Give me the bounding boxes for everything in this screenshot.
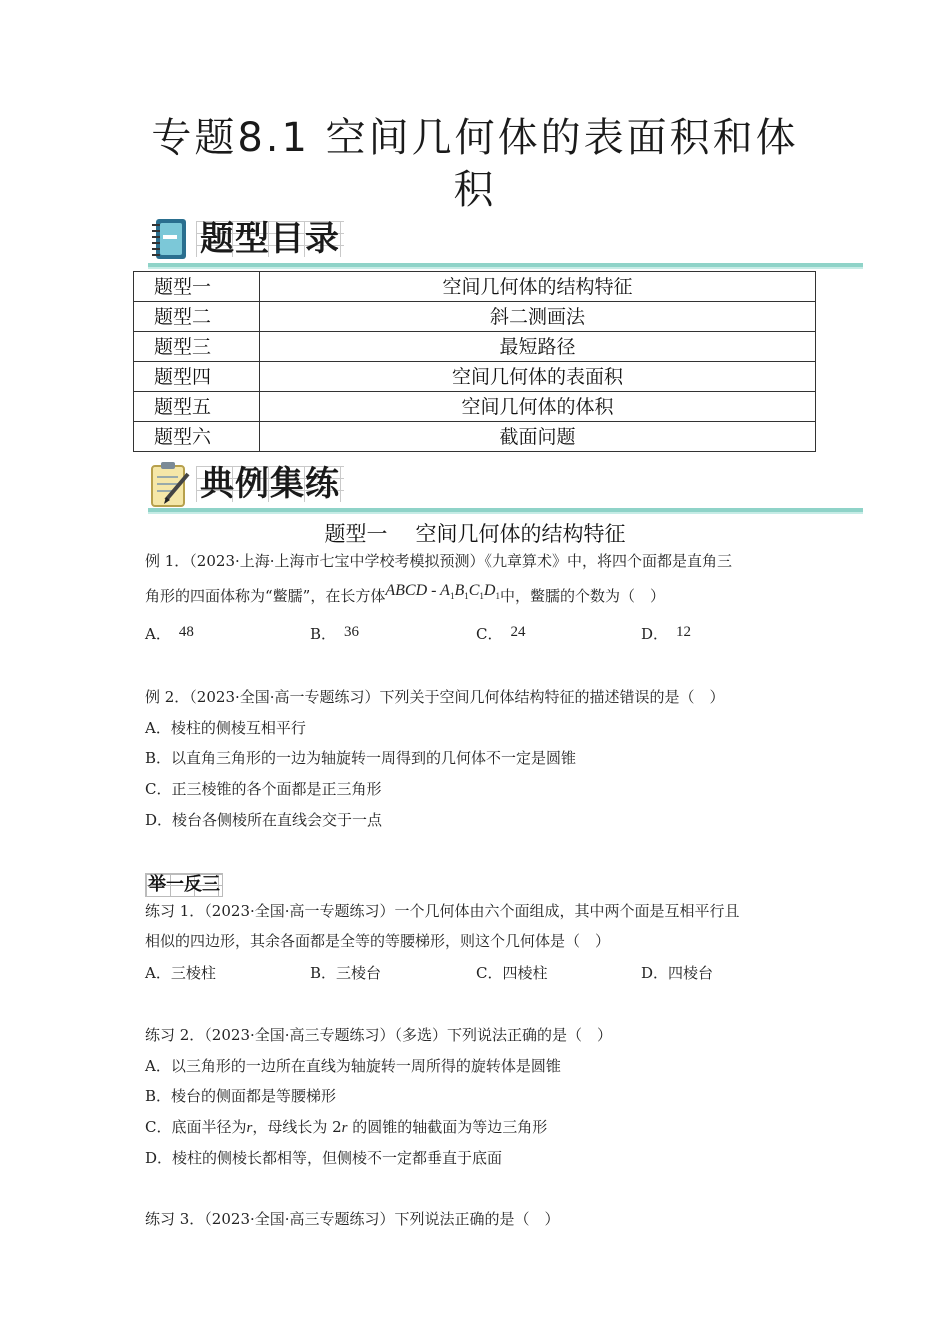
example-1-option-b[interactable] — [310, 624, 359, 645]
example-2-stem: 例 2．（2023·全国·高一专题练习）下列关于空间几何体结构特征的描述错误的是（ ） — [145, 688, 725, 706]
toc-row[interactable] — [134, 392, 816, 422]
toc-row[interactable] — [134, 332, 816, 362]
math-subscript: 1 — [495, 591, 500, 602]
examples-banner — [148, 460, 868, 516]
practice-2-option-a[interactable]: A．以三角形的一边所在直线为轴旋转一周所得的旋转体是圆锥 — [145, 1057, 561, 1075]
practice-label: 举一反三 — [145, 873, 223, 897]
example-1-text: 中，鳖臑的个数为（ ） — [499, 587, 665, 605]
examples-banner-rule — [148, 508, 863, 512]
option-value: 36 — [344, 624, 360, 640]
section-title: 空间几何体的结构特征 — [415, 522, 626, 546]
option-value: 48 — [178, 624, 194, 640]
example-1-line-2 — [145, 582, 665, 612]
practice-2-stem: 练习 2．（2023·全国·高三专题练习）（多选）下列说法正确的是（ ） — [145, 1026, 613, 1044]
math-part: ABCD - A — [385, 582, 450, 599]
document-title — [140, 112, 810, 216]
math-part: B — [454, 582, 465, 599]
math-variable: r — [246, 1120, 253, 1136]
toc-key: 题型六 — [134, 422, 260, 452]
notebook-icon — [148, 215, 192, 263]
title-line-2: 积 — [453, 167, 497, 213]
option-text: ，母线长为 2 — [252, 1118, 342, 1136]
practice-1-option-b[interactable]: B．三棱台 — [310, 964, 382, 982]
toc-key: 题型四 — [134, 362, 260, 392]
toc-row[interactable] — [134, 362, 816, 392]
toc-value: 空间几何体的表面积 — [260, 362, 816, 392]
math-subscript: 1 — [479, 591, 484, 602]
toc-table — [133, 271, 816, 452]
example-2-option-a[interactable]: A．棱柱的侧棱互相平行 — [145, 719, 306, 737]
math-part: C — [468, 582, 480, 599]
option-value: 12 — [676, 624, 692, 640]
practice-2-option-c[interactable] — [145, 1117, 547, 1138]
example-1-option-d[interactable] — [641, 624, 691, 645]
toc-value: 最短路径 — [260, 332, 816, 362]
toc-value: 斜二测画法 — [260, 302, 816, 332]
toc-key: 题型二 — [134, 302, 260, 332]
option-text: C．底面半径为 — [145, 1118, 247, 1136]
practice-1-option-c[interactable]: C．四棱柱 — [476, 964, 548, 982]
example-2-option-c[interactable]: C．正三棱锥的各个面都是正三角形 — [145, 780, 382, 798]
toc-key: 题型五 — [134, 392, 260, 422]
toc-row[interactable] — [134, 302, 816, 332]
example-2-option-b[interactable]: B．以直角三角形的一边为轴旋转一周得到的几何体不一定是圆锥 — [145, 749, 577, 767]
math-variable: r — [341, 1120, 348, 1136]
option-letter: C． — [476, 625, 503, 643]
toc-key: 题型三 — [134, 332, 260, 362]
examples-banner-label: 典例集练 — [196, 466, 344, 502]
cuboid-expression — [385, 582, 500, 602]
toc-key: 题型一 — [134, 272, 260, 302]
practice-3-stem: 练习 3．（2023·全国·高三专题练习）下列说法正确的是（ ） — [145, 1210, 560, 1228]
option-letter: D． — [641, 625, 669, 643]
toc-value: 空间几何体的体积 — [260, 392, 816, 422]
toc-banner-label: 题型目录 — [196, 221, 344, 257]
math-part: D — [483, 582, 496, 599]
option-text: 的圆锥的轴截面为等边三角形 — [347, 1118, 548, 1136]
example-1-text: 角形的四面体称为“鳖臑”，在长方体 — [145, 587, 386, 605]
toc-value: 空间几何体的结构特征 — [260, 272, 816, 302]
practice-1-line-1: 练习 1．（2023·全国·高一专题练习）一个几何体由六个面组成，其中两个面是互相平行且 — [145, 902, 740, 920]
option-letter: B． — [310, 625, 337, 643]
toc-row[interactable] — [134, 422, 816, 452]
toc-banner — [148, 215, 868, 271]
math-subscript: 1 — [464, 591, 469, 602]
example-2-option-d[interactable]: D．棱台各侧棱所在直线会交于一点 — [145, 811, 383, 829]
toc-banner-rule — [148, 263, 863, 267]
example-1-line-1: 例 1．（2023·上海·上海市七宝中学校考模拟预测）《九章算术》中，将四个面都是直角三 — [145, 552, 733, 570]
practice-1-line-2: 相似的四边形，其余各面都是全等的等腰梯形，则这个几何体是（ ） — [145, 932, 611, 950]
practice-1-option-a[interactable]: A．三棱柱 — [145, 964, 216, 982]
toc-row[interactable] — [134, 272, 816, 302]
clipboard-pen-icon — [148, 460, 192, 508]
section-heading — [0, 518, 950, 548]
option-value: 24 — [510, 624, 526, 640]
toc-value: 截面问题 — [260, 422, 816, 452]
title-line-1: 专题8.1 空间几何体的表面积和体 — [151, 115, 799, 161]
practice-1-option-d[interactable]: D．四棱台 — [641, 964, 714, 982]
math-subscript: 1 — [449, 591, 455, 602]
option-letter: A． — [145, 625, 171, 643]
practice-2-option-d[interactable]: D．棱柱的侧棱长都相等，但侧棱不一定都垂直于底面 — [145, 1149, 503, 1167]
example-1-option-a[interactable] — [145, 624, 194, 645]
example-1-option-c[interactable] — [476, 624, 525, 645]
section-label: 题型一 — [324, 522, 388, 546]
practice-2-option-b[interactable]: B．棱台的侧面都是等腰梯形 — [145, 1087, 337, 1105]
